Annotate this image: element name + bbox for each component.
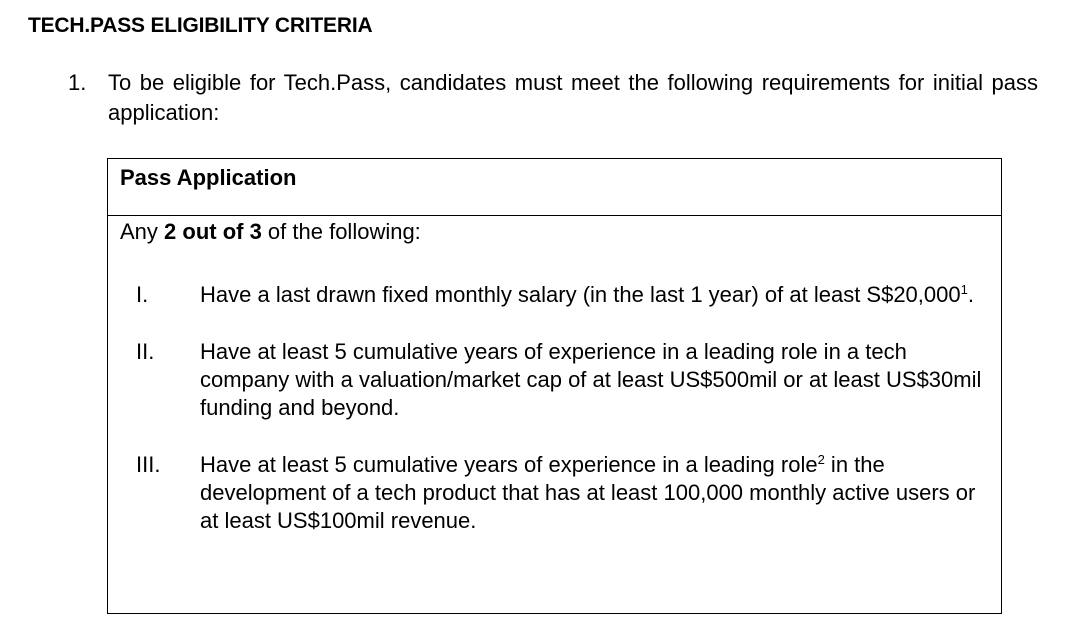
footnote-ref-1: 1 (960, 282, 968, 297)
intro-text: To be eligible for Tech.Pass, candidates must meet the following requirements for initial pass application: (108, 70, 1038, 125)
criterion-1 (108, 281, 1001, 309)
criterion-1-period: . (967, 282, 974, 307)
criterion-3 (108, 451, 1001, 535)
criterion-numeral: II. (136, 339, 155, 364)
criteria-list (108, 281, 1001, 564)
pass-application-table (107, 158, 1002, 614)
lead-bold: 2 out of 3 (164, 219, 262, 244)
lead-suffix: of the following: (261, 219, 421, 244)
table-lead-text (108, 216, 1001, 247)
criterion-1-text: Have a last drawn fixed monthly salary (in the last 1 year) of at least S$20,000 (200, 282, 961, 307)
intro-paragraph (68, 68, 1038, 128)
criterion-text (200, 281, 995, 309)
criterion-numeral: I. (136, 282, 149, 307)
intro-number: 1. (68, 70, 87, 95)
lead-prefix: Any (120, 219, 165, 244)
criterion-text (200, 451, 995, 535)
criterion-3-text-before: Have at least 5 cumulative years of experience in a leading role (200, 452, 818, 477)
table-header: Pass Application (108, 159, 1001, 216)
criterion-2 (108, 338, 1001, 422)
criterion-numeral: III. (136, 452, 161, 477)
document-title: TECH.PASS ELIGIBILITY CRITERIA (28, 14, 373, 37)
criterion-3-text-after: in the development of a tech product that has at least 100,000 monthly active users or at least US$100mil revenue. (200, 452, 976, 533)
criterion-2-text: Have at least 5 cumulative years of experience in a leading role in a tech company with a valuation/market cap of at least US$500mil or at least US$30mil funding and beyond. (200, 339, 982, 420)
footnote-ref-2: 2 (817, 452, 825, 467)
